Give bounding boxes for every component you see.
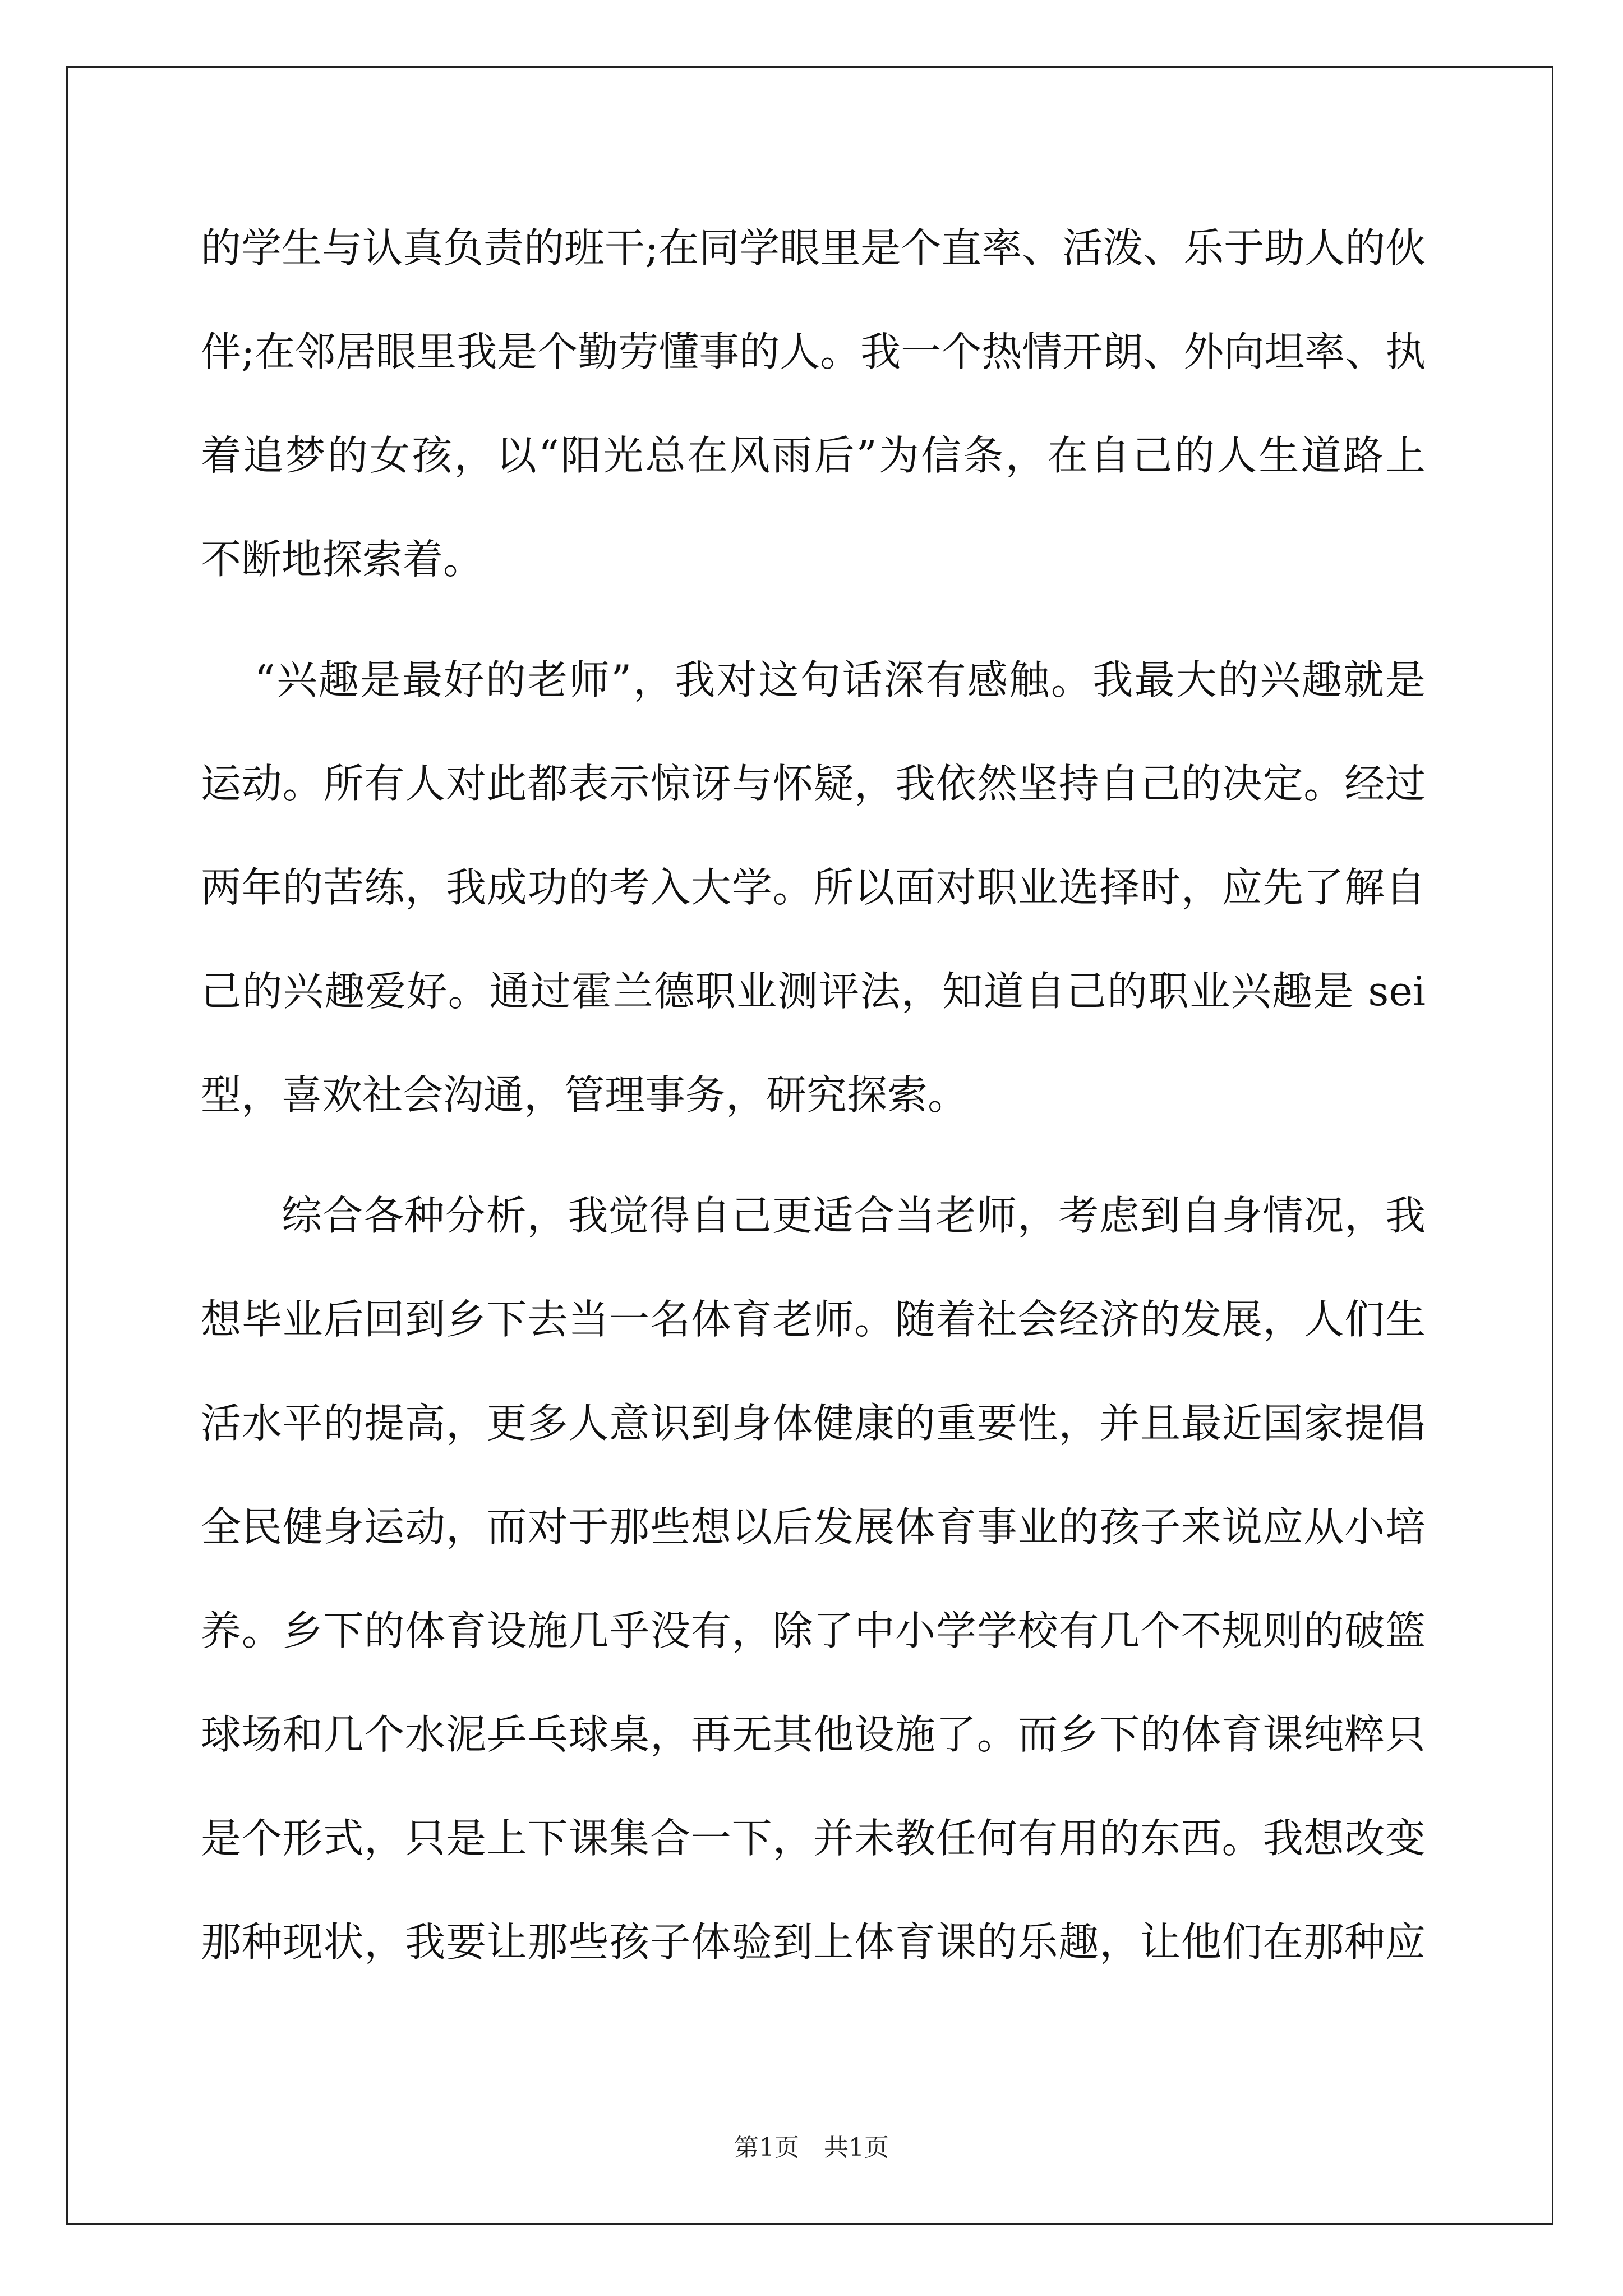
paragraph-2-line-1: “兴趣是最好的老师”，我对这句话深有感触。我最大的兴趣就是 — [255, 656, 1426, 703]
paragraph-1-line-2: 伴;在邻居眼里我是个勤劳懂事的人。我一个热情开朗、外向坦率、执 — [201, 328, 1426, 375]
paragraph-3-line-4: 全民健身运动，而对于那些想以后发展体育事业的孩子来说应从小培 — [201, 1503, 1426, 1550]
paragraph-3-line-5: 养。乡下的体育设施几乎没有，除了中小学学校有几个不规则的破篮 — [201, 1607, 1426, 1654]
paragraph-3-line-8: 那种现状，我要让那些孩子体验到上体育课的乐趣，让他们在那种应 — [201, 1918, 1426, 1966]
paragraph-2-line-2: 运动。所有人对此都表示惊讶与怀疑，我依然坚持自己的决定。经过 — [201, 760, 1426, 807]
paragraph-3-line-6: 球场和几个水泥乒乓球桌，再无其他设施了。而乡下的体育课纯粹只 — [201, 1711, 1426, 1758]
document-body — [201, 217, 1426, 2015]
paragraph-2-line-4: 己的兴趣爱好。通过霍兰德职业测评法，知道自己的职业兴趣是 sei — [201, 968, 1426, 1015]
paragraph-3-line-7: 是个形式，只是上下课集合一下，并未教任何有用的东西。我想改变 — [201, 1815, 1426, 1862]
paragraph-3-line-2: 想毕业后回到乡下去当一名体育老师。随着社会经济的发展，人们生 — [201, 1296, 1426, 1343]
paragraph-1-line-1: 的学生与认真负责的班干;在同学眼里是个直率、活泼、乐于助人的伙 — [201, 224, 1426, 272]
paragraph-3-line-3: 活水平的提高，更多人意识到身体健康的重要性，并且最近国家提倡 — [201, 1400, 1426, 1447]
paragraph-2-line-3: 两年的苦练，我成功的考入大学。所以面对职业选择时，应先了解自 — [201, 864, 1426, 911]
paragraph-3-line-1: 综合各种分析，我觉得自己更适合当老师，考虑到自身情况，我 — [282, 1192, 1426, 1239]
paragraph-1-line-3: 着追梦的女孩，以“阳光总在风雨后”为信条，在自己的人生道路上 — [201, 432, 1426, 479]
paragraph-1-line-4: 不断地探索着。 — [201, 536, 484, 583]
paragraph-2-line-5: 型，喜欢社会沟通，管理事务，研究探索。 — [201, 1071, 969, 1119]
page-footer: 第1页 共1页 — [734, 2133, 889, 2162]
